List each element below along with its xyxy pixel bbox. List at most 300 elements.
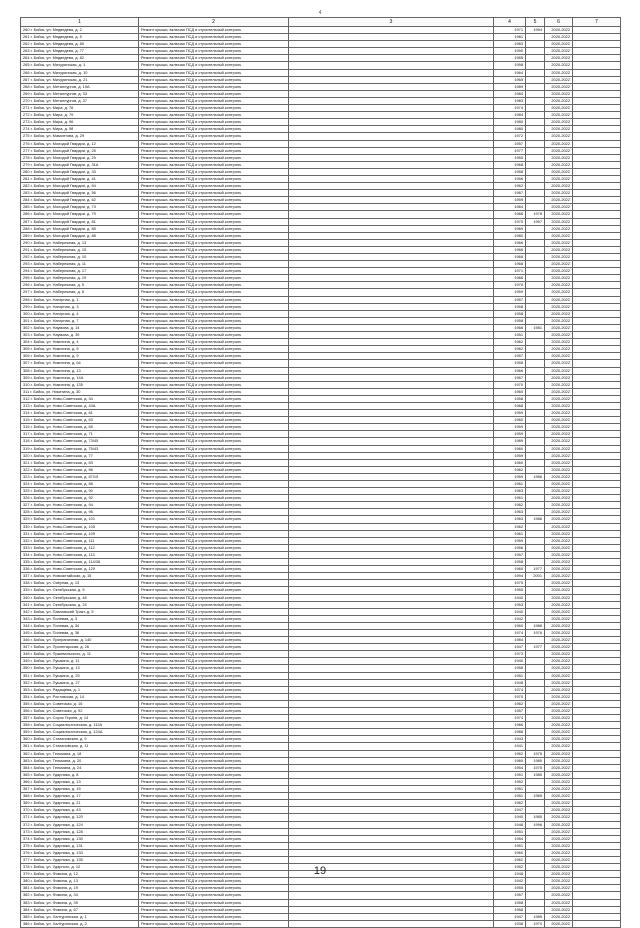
year-built-cell: 1959	[494, 431, 526, 438]
year-renovated-cell: 1994	[526, 27, 545, 34]
table-row	[21, 218, 621, 225]
empty-cell	[289, 310, 494, 317]
empty-cell	[573, 282, 621, 289]
empty-cell	[289, 700, 494, 707]
empty-cell	[289, 417, 494, 424]
year-renovated-cell: 1985	[526, 793, 545, 800]
empty-cell	[573, 608, 621, 615]
empty-cell	[573, 793, 621, 800]
row-number-address: 354 г. Бийск, ул. Ростовская, д. 14	[21, 693, 139, 700]
period-cell: 2020-2022	[545, 126, 573, 133]
row-number-address: 272 г. Бийск, ул. Мира, д. 79	[21, 112, 139, 119]
year-renovated-cell	[526, 48, 545, 55]
period-cell: 2020-2022	[545, 537, 573, 544]
empty-cell	[573, 700, 621, 707]
year-built-cell: 1959	[494, 473, 526, 480]
year-renovated-cell	[526, 800, 545, 807]
period-cell: 2020-2022	[545, 885, 573, 892]
row-number-address: 312 г. Бийск, ул. Ново-Советская, д. 34	[21, 395, 139, 402]
year-renovated-cell	[526, 743, 545, 750]
empty-cell	[573, 424, 621, 431]
column-header: 4	[494, 18, 526, 27]
year-built-cell: 1975	[494, 218, 526, 225]
table-row	[21, 814, 621, 821]
work-type-cell: Ремонт крыши, включая ПСД и строительный контроль	[139, 346, 289, 353]
column-header: 1	[21, 18, 139, 27]
year-renovated-cell	[526, 445, 545, 452]
empty-cell	[289, 90, 494, 97]
row-number-address: 336 г. Бийск, ул. Ново-Советская, д. 120	[21, 566, 139, 573]
work-type-cell: Ремонт крыши, включая ПСД и строительный контроль	[139, 211, 289, 218]
row-number-address: 276 г. Бийск, ул. Молодой Гвардии, д. 12	[21, 140, 139, 147]
empty-cell	[573, 246, 621, 253]
work-type-cell: Ремонт крыши, включая ПСД и строительный контроль	[139, 133, 289, 140]
period-cell: 2020-2022	[545, 133, 573, 140]
work-type-cell: Ремонт крыши, включая ПСД и строительный контроль	[139, 807, 289, 814]
year-built-cell: 1955	[494, 154, 526, 161]
work-type-cell: Ремонт крыши, включая ПСД и строительный контроль	[139, 651, 289, 658]
year-built-cell: 1952	[494, 864, 526, 871]
period-cell: 2020-2022	[545, 282, 573, 289]
period-cell: 2020-2022	[545, 821, 573, 828]
work-type-cell: Ремонт крыши, включая ПСД и строительный контроль	[139, 665, 289, 672]
year-renovated-cell: 1977	[526, 566, 545, 573]
row-number-address: 305 г. Бийск, ул. Никитина, д. 5	[21, 346, 139, 353]
work-type-cell: Ремонт крыши, включая ПСД и строительный контроль	[139, 126, 289, 133]
column-header: 2	[139, 18, 289, 27]
empty-cell	[573, 90, 621, 97]
empty-cell	[289, 651, 494, 658]
period-cell: 2020-2022	[545, 878, 573, 885]
empty-cell	[289, 601, 494, 608]
year-built-cell: 1984	[494, 637, 526, 644]
row-number-address: 292 г. Бийск, ул. Набережная, д. 10	[21, 254, 139, 261]
empty-cell	[289, 715, 494, 722]
period-cell: 2020-2022	[545, 814, 573, 821]
year-built-cell: 1943	[494, 736, 526, 743]
year-renovated-cell	[526, 700, 545, 707]
table-row	[21, 580, 621, 587]
period-cell: 2020-2022	[545, 580, 573, 587]
empty-cell	[289, 537, 494, 544]
work-type-cell: Ремонт крыши, включая ПСД и строительный контроль	[139, 218, 289, 225]
year-renovated-cell	[526, 374, 545, 381]
year-built-cell: 1989	[494, 438, 526, 445]
empty-cell	[573, 459, 621, 466]
table-row	[21, 899, 621, 906]
row-number-address: 328 г. Бийск, ул. Ново-Советская, д. 96	[21, 509, 139, 516]
year-renovated-cell	[526, 69, 545, 76]
table-row	[21, 651, 621, 658]
year-renovated-cell	[526, 615, 545, 622]
empty-cell	[573, 885, 621, 892]
year-renovated-cell	[526, 417, 545, 424]
year-built-cell: 1959	[494, 410, 526, 417]
year-renovated-cell: 1986	[526, 516, 545, 523]
year-built-cell: 1960	[494, 622, 526, 629]
empty-cell	[573, 594, 621, 601]
period-cell: 2020-2022	[545, 239, 573, 246]
year-built-cell: 1958	[494, 360, 526, 367]
empty-cell	[289, 892, 494, 899]
row-number-address: 308 г. Бийск, ул. Никитина, д. 13	[21, 367, 139, 374]
period-cell: 2020-2022	[545, 183, 573, 190]
period-cell: 2020-2022	[545, 573, 573, 580]
year-renovated-cell	[526, 126, 545, 133]
year-built-cell: 1970	[494, 693, 526, 700]
table-row	[21, 83, 621, 90]
period-cell: 2020-2022	[545, 523, 573, 530]
year-renovated-cell	[526, 289, 545, 296]
period-cell: 2020-2022	[545, 332, 573, 339]
row-number-address: 313 г. Бийск, ул. Ново-Советская, д. 43А	[21, 402, 139, 409]
period-cell: 2020-2022	[545, 197, 573, 204]
table-row	[21, 445, 621, 452]
work-type-cell: Ремонт крыши, включая ПСД и строительный контроль	[139, 239, 289, 246]
empty-cell	[289, 573, 494, 580]
row-number-address: 295 г. Бийск, ул. Набережная, д. 19	[21, 275, 139, 282]
empty-cell	[289, 154, 494, 161]
empty-cell	[573, 197, 621, 204]
empty-cell	[289, 644, 494, 651]
table-row	[21, 119, 621, 126]
row-number-address: 314 г. Бийск, ул. Ново-Советская, д. 61	[21, 410, 139, 417]
period-cell: 2020-2022	[545, 388, 573, 395]
work-type-cell: Ремонт крыши, включая ПСД и строительный контроль	[139, 353, 289, 360]
table-row	[21, 551, 621, 558]
year-built-cell: 1951	[494, 828, 526, 835]
period-cell: 2020-2022	[545, 473, 573, 480]
table-row	[21, 48, 621, 55]
year-renovated-cell	[526, 41, 545, 48]
table-body	[21, 27, 621, 928]
empty-cell	[289, 410, 494, 417]
empty-cell	[289, 828, 494, 835]
period-cell: 2020-2022	[545, 34, 573, 41]
row-number-address: 273 г. Бийск, ул. Мира, д. 96	[21, 119, 139, 126]
empty-cell	[573, 544, 621, 551]
row-number-address: 316 г. Бийск, ул. Ново-Советская, д. 65	[21, 424, 139, 431]
row-number-address: 330 г. Бийск, ул. Ново-Советская, д. 105	[21, 523, 139, 530]
empty-cell	[289, 317, 494, 324]
empty-cell	[289, 275, 494, 282]
year-renovated-cell: 1986	[526, 622, 545, 629]
empty-cell	[573, 878, 621, 885]
year-built-cell: 1951	[494, 786, 526, 793]
work-type-cell: Ремонт крыши, включая ПСД и строительный контроль	[139, 878, 289, 885]
table-row	[21, 254, 621, 261]
empty-cell	[289, 225, 494, 232]
year-renovated-cell	[526, 835, 545, 842]
period-cell: 2020-2022	[545, 317, 573, 324]
column-header: 3	[289, 18, 494, 27]
work-type-cell: Ремонт крыши, включая ПСД и строительный контроль	[139, 268, 289, 275]
empty-cell	[289, 878, 494, 885]
year-renovated-cell	[526, 899, 545, 906]
work-type-cell: Ремонт крыши, включая ПСД и строительный контроль	[139, 566, 289, 573]
period-cell: 2020-2022	[545, 69, 573, 76]
period-cell: 2020-2022	[545, 296, 573, 303]
period-cell: 2020-2022	[545, 686, 573, 693]
table-row	[21, 679, 621, 686]
work-type-cell: Ремонт крыши, включая ПСД и строительный контроль	[139, 544, 289, 551]
row-number-address: 379 г. Бийск, ул. Фомина, д. 12	[21, 871, 139, 878]
year-renovated-cell	[526, 452, 545, 459]
table-row	[21, 920, 621, 927]
row-number-address: 385 г. Бийск, ул. Халтуринская, д. 1	[21, 913, 139, 920]
empty-cell	[573, 211, 621, 218]
row-number-address: 384 г. Бийск, ул. Фомина, д. 67	[21, 906, 139, 913]
empty-cell	[573, 488, 621, 495]
table-row	[21, 601, 621, 608]
period-cell: 2020-2022	[545, 310, 573, 317]
work-type-cell: Ремонт крыши, включая ПСД и строительный контроль	[139, 381, 289, 388]
work-type-cell: Ремонт крыши, включая ПСД и строительный контроль	[139, 658, 289, 665]
empty-cell	[573, 708, 621, 715]
table-row	[21, 693, 621, 700]
year-renovated-cell	[526, 559, 545, 566]
year-built-cell: 1942	[494, 615, 526, 622]
empty-cell	[289, 367, 494, 374]
period-cell: 2020-2022	[545, 438, 573, 445]
table-row	[21, 771, 621, 778]
empty-cell	[573, 147, 621, 154]
period-cell: 2020-2022	[545, 27, 573, 34]
work-type-cell: Ремонт крыши, включая ПСД и строительный контроль	[139, 395, 289, 402]
work-type-cell: Ремонт крыши, включая ПСД и строительный контроль	[139, 523, 289, 530]
row-number-address: 283 г. Бийск, ул. Молодой Гвардии, д. 56	[21, 190, 139, 197]
row-number-address: 317 г. Бийск, ул. Ново-Советская, д. 71	[21, 431, 139, 438]
row-number-address: 360 г. Бийск, ул. Стахановская, д. 9	[21, 736, 139, 743]
row-number-address: 263 г. Бийск, ул. Медведева, д. 77	[21, 48, 139, 55]
year-built-cell: 1968	[494, 161, 526, 168]
period-cell: 2020-2022	[545, 431, 573, 438]
table-row	[21, 175, 621, 182]
year-built-cell: 1958	[494, 395, 526, 402]
empty-cell	[289, 452, 494, 459]
table-row	[21, 821, 621, 828]
row-number-address: 320 г. Бийск, ул. Ново-Советская, д. 77	[21, 452, 139, 459]
year-built-cell: 1961	[494, 495, 526, 502]
year-renovated-cell	[526, 892, 545, 899]
empty-cell	[289, 566, 494, 573]
period-cell: 2020-2022	[545, 722, 573, 729]
row-number-address: 373 г. Бийск, ул. Ударника, д. 128	[21, 828, 139, 835]
table-row	[21, 452, 621, 459]
row-number-address: 277 г. Бийск, ул. Молодой Гвардии, д. 25	[21, 147, 139, 154]
work-type-cell: Ремонт крыши, включая ПСД и строительный контроль	[139, 856, 289, 863]
empty-cell	[289, 849, 494, 856]
row-number-address: 274 г. Бийск, ул. Мира, д. 98	[21, 126, 139, 133]
year-renovated-cell	[526, 254, 545, 261]
empty-cell	[289, 168, 494, 175]
table-row	[21, 388, 621, 395]
period-cell: 2020-2022	[545, 90, 573, 97]
year-built-cell: 1961	[494, 530, 526, 537]
row-number-address: 339 г. Бийск, ул. Октябрьская, д. 5	[21, 587, 139, 594]
work-type-cell: Ремонт крыши, включая ПСД и строительный контроль	[139, 261, 289, 268]
row-number-address: 319 г. Бийск, ул. Ново-Советская, д. 75/43	[21, 445, 139, 452]
work-type-cell: Ремонт крыши, включая ПСД и строительный контроль	[139, 530, 289, 537]
empty-cell	[573, 757, 621, 764]
row-number-address: 282 г. Бийск, ул. Молодой Гвардии, д. 54	[21, 183, 139, 190]
column-header: 6	[545, 18, 573, 27]
empty-cell	[573, 34, 621, 41]
period-cell: 2020-2022	[545, 771, 573, 778]
table-row	[21, 211, 621, 218]
year-built-cell: 1940	[494, 594, 526, 601]
work-type-cell: Ремонт крыши, включая ПСД и строительный контроль	[139, 509, 289, 516]
row-number-address: 323 г. Бийск, ул. Ново-Советская, д. 87/15	[21, 473, 139, 480]
table-row	[21, 637, 621, 644]
period-cell: 2020-2022	[545, 502, 573, 509]
period-cell: 2020-2022	[545, 864, 573, 871]
year-renovated-cell	[526, 856, 545, 863]
year-built-cell: 1951	[494, 793, 526, 800]
period-cell: 2020-2022	[545, 254, 573, 261]
period-cell: 2020-2022	[545, 466, 573, 473]
empty-cell	[289, 175, 494, 182]
year-renovated-cell	[526, 736, 545, 743]
table-row	[21, 381, 621, 388]
year-renovated-cell	[526, 395, 545, 402]
row-number-address: 309 г. Бийск, ул. Никитина, д. 14А	[21, 374, 139, 381]
year-built-cell: 1966	[494, 275, 526, 282]
row-number-address: 329 г. Бийск, ул. Ново-Советская, д. 101	[21, 516, 139, 523]
empty-cell	[289, 913, 494, 920]
year-renovated-cell	[526, 708, 545, 715]
row-number-address: 318 г. Бийск, ул. Ново-Советская, д. 73/45	[21, 438, 139, 445]
empty-cell	[573, 814, 621, 821]
year-built-cell: 1974	[494, 629, 526, 636]
year-built-cell: 1959	[494, 289, 526, 296]
row-number-address: 303 г. Бийск, ул. Наумова, д. 39	[21, 332, 139, 339]
empty-cell	[289, 559, 494, 566]
empty-cell	[289, 629, 494, 636]
period-cell: 2020-2022	[545, 303, 573, 310]
empty-cell	[289, 807, 494, 814]
year-renovated-cell	[526, 665, 545, 672]
empty-cell	[289, 119, 494, 126]
empty-cell	[289, 750, 494, 757]
work-type-cell: Ремонт крыши, включая ПСД и строительный контроль	[139, 402, 289, 409]
year-renovated-cell	[526, 601, 545, 608]
row-number-address: 285 г. Бийск, ул. Молодой Гвардии, д. 73	[21, 204, 139, 211]
empty-cell	[573, 140, 621, 147]
year-built-cell: 1960	[494, 459, 526, 466]
table-row	[21, 481, 621, 488]
work-type-cell: Ремонт крыши, включая ПСД и строительный контроль	[139, 76, 289, 83]
year-renovated-cell	[526, 587, 545, 594]
table-row	[21, 168, 621, 175]
table-row	[21, 856, 621, 863]
empty-cell	[573, 261, 621, 268]
year-renovated-cell: 1975	[526, 764, 545, 771]
empty-cell	[573, 856, 621, 863]
year-renovated-cell	[526, 204, 545, 211]
table-row	[21, 700, 621, 707]
work-type-cell: Ремонт крыши, включая ПСД и строительный контроль	[139, 190, 289, 197]
work-type-cell: Ремонт крыши, включая ПСД и строительный контроль	[139, 637, 289, 644]
work-type-cell: Ремонт крыши, включая ПСД и строительный контроль	[139, 594, 289, 601]
empty-cell	[573, 296, 621, 303]
empty-cell	[289, 112, 494, 119]
table-row	[21, 509, 621, 516]
row-number-address: 378 г. Бийск, ул. Ударного, д. 12	[21, 864, 139, 871]
work-type-cell: Ремонт крыши, включая ПСД и строительный контроль	[139, 700, 289, 707]
table-row	[21, 374, 621, 381]
table-row	[21, 431, 621, 438]
empty-cell	[573, 381, 621, 388]
year-built-cell: 1966	[494, 324, 526, 331]
row-number-address: 261 г. Бийск, ул. Медведева, д. 5	[21, 34, 139, 41]
empty-cell	[289, 736, 494, 743]
work-type-cell: Ремонт крыши, включая ПСД и строительный контроль	[139, 686, 289, 693]
empty-cell	[573, 842, 621, 849]
table-row	[21, 268, 621, 275]
period-cell: 2020-2022	[545, 856, 573, 863]
period-cell: 2020-2022	[545, 488, 573, 495]
table-row	[21, 296, 621, 303]
period-cell: 2020-2022	[545, 48, 573, 55]
empty-cell	[573, 466, 621, 473]
empty-cell	[573, 161, 621, 168]
year-renovated-cell: 1996	[526, 821, 545, 828]
year-renovated-cell	[526, 154, 545, 161]
row-number-address: 299 г. Бийск, ул. Нагорная, д. 3	[21, 303, 139, 310]
year-renovated-cell	[526, 268, 545, 275]
work-type-cell: Ремонт крыши, включая ПСД и строительный контроль	[139, 835, 289, 842]
period-cell: 2020-2022	[545, 608, 573, 615]
work-type-cell: Ремонт крыши, включая ПСД и строительный контроль	[139, 119, 289, 126]
work-type-cell: Ремонт крыши, включая ПСД и строительный контроль	[139, 254, 289, 261]
empty-cell	[573, 622, 621, 629]
year-built-cell: 1951	[494, 771, 526, 778]
year-built-cell: 1974	[494, 105, 526, 112]
period-cell: 2020-2022	[545, 424, 573, 431]
row-number-address: 294 г. Бийск, ул. Набережная, д. 17	[21, 268, 139, 275]
empty-cell	[573, 360, 621, 367]
table-row	[21, 530, 621, 537]
year-renovated-cell	[526, 183, 545, 190]
table-row	[21, 729, 621, 736]
year-renovated-cell	[526, 232, 545, 239]
empty-cell	[289, 679, 494, 686]
table-row	[21, 324, 621, 331]
table-row	[21, 622, 621, 629]
year-built-cell: 1965	[494, 76, 526, 83]
year-built-cell: 1959	[494, 197, 526, 204]
year-renovated-cell	[526, 97, 545, 104]
work-type-cell: Ремонт крыши, включая ПСД и строительный контроль	[139, 559, 289, 566]
table-row	[21, 97, 621, 104]
period-cell: 2020-2022	[545, 353, 573, 360]
empty-cell	[289, 821, 494, 828]
empty-cell	[573, 530, 621, 537]
empty-cell	[573, 275, 621, 282]
period-cell: 2020-2022	[545, 452, 573, 459]
table-row	[21, 261, 621, 268]
year-built-cell: 1971	[494, 268, 526, 275]
row-number-address: 334 г. Бийск, ул. Ново-Советская, д. 113	[21, 551, 139, 558]
period-cell: 2020-2022	[545, 693, 573, 700]
table-row	[21, 849, 621, 856]
empty-cell	[289, 856, 494, 863]
row-number-address: 386 г. Бийск, ул. Халтуринская, д. 2	[21, 920, 139, 927]
period-cell: 2020-2022	[545, 622, 573, 629]
year-renovated-cell	[526, 402, 545, 409]
table-row	[21, 183, 621, 190]
